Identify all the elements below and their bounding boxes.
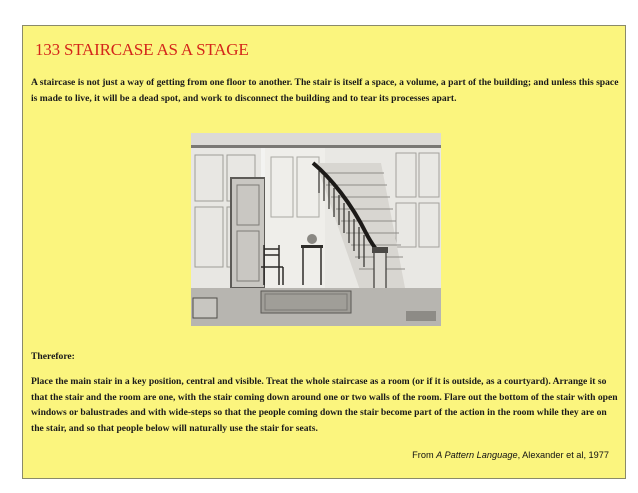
credit-prefix: From (412, 450, 437, 460)
solution-paragraph: Place the main stair in a key position, central and visible. Treat the whole staircase as a room (or if it is outside, as a courtyard). Arrange it so that the stair and the room are one, with the stair coming down around one or two walls of the room. Flare out the bottom of the stair with open windows or balustrades and with wide-steps so that the people coming down the stair become part of the action in the room while they are on the stair, and so that people below will naturally use the stair for seats. (31, 376, 618, 434)
credit-suffix: , Alexander et al, 1977 (517, 450, 609, 460)
source-credit (412, 450, 609, 460)
pattern-title: 133 STAIRCASE AS A STAGE (35, 40, 249, 59)
therefore-label: Therefore: (31, 351, 75, 362)
staircase-photo (191, 133, 441, 326)
book-title: A Pattern Language (436, 450, 518, 460)
intro-paragraph: A staircase is not just a way of getting from one floor to another. The stair is itself a space, a volume, a part of the building; and unless this space is made to live, it will be a dead spot, and work to disconnect the building and to tear its processes apart. (31, 77, 619, 104)
slide (22, 25, 626, 479)
